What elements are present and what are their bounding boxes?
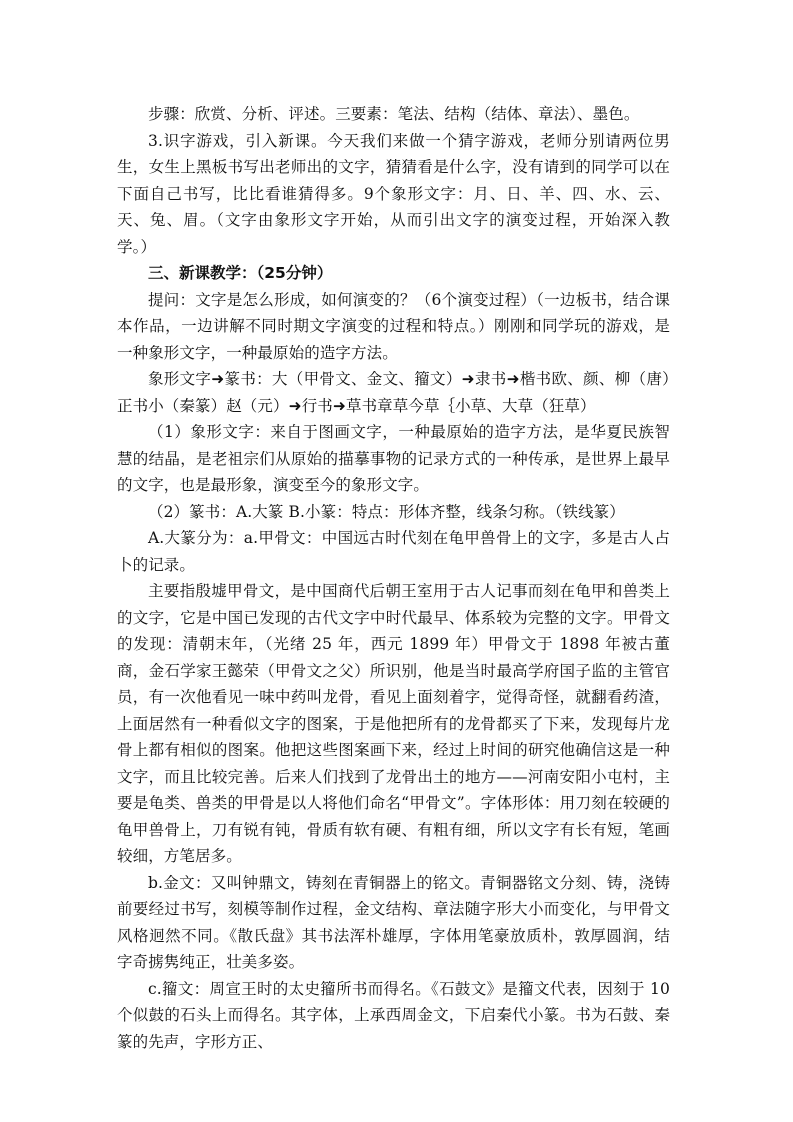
- section-heading-new-lesson: 三、新课教学：（25分钟）: [148, 264, 333, 282]
- document-body: [117, 101, 670, 1055]
- paragraph-great-seal: A.大篆分为：a.甲骨文：中国远古时代刻在龟甲兽骨上的文字，多是古人占卜的记录。: [117, 529, 670, 574]
- paragraph-word-game: 3.识字游戏，引入新课。今天我们来做一个猜字游戏，老师分别请两位男生，女生上黑板书写出老师出的文字，猜猜看是什么字，没有请到的同学可以在下面自己书写，比比看谁猜得多。9个象形文字：月、日、羊、四、水、云、天、兔、眉。（文字由象形文字开始，从而引出文字的演变过程，开始深入教学。）: [117, 131, 670, 256]
- paragraph-steps: 步骤：欣赏、分析、评述。三要素：笔法、结构（结体、章法）、墨色。: [148, 105, 640, 123]
- paragraph-pictographs: （1）象形文字：来自于图画文字，一种最原始的造字方法，是华夏民族智慧的结晶，是老祖宗们从原始的描摹事物的记录方式的一种传承，是世界上最早的文字，也是最形象，演变至今的象形文字。: [117, 423, 670, 494]
- paragraph-bronze-script: b.金文：又叫钟鼎文，铸刻在青铜器上的铭文。青铜器铭文分刻、铸，浇铸前要经过书写，刻模等制作过程，金文结构、章法随字形大小而变化，与甲骨文风格迥然不同。《散氏盘》其书法浑朴雄厚，字体用笔豪放质朴，敦厚圆润，结字奇掳隽纯正，壮美多姿。: [117, 873, 670, 971]
- paragraph-evolution-chain: 象形文字➜篆书：大（甲骨文、金文、籀文）➜隶书➜楷书欧、颜、柳（唐）正书小（秦篆）赵（元）➜行书➜草书章草今草｛小草、大草（狂草）: [117, 370, 670, 415]
- paragraph-question: 提问：文字是怎么形成，如何演变的？（6个演变过程）（一边板书，结合课本作品，一边讲解不同时期文字演变的过程和特点。）刚刚和同学玩的游戏，是一种象形文字，一种最原始的造字方法。: [117, 290, 670, 362]
- paragraph-zhou-script: c.籀文：周宣王时的太史籀所书而得名。《石鼓文》是籀文代表，因刻于 10 个似鼓的石头上而得名。其字体，上承西周金文，下启秦代小篆。书为石鼓、秦篆的先声，字形方正、: [117, 979, 670, 1051]
- paragraph-oracle-bone: 主要指殷墟甲骨文，是中国商代后朝王室用于古人记事而刻在龟甲和兽类上的文字，它是中国已发现的古代文字中时代最早、体系较为完整的文字。甲骨文的发现：清朝末年，（光绪 25 年，西元 1899 年）甲骨文于 1898 年被古董商，金石学家王懿荣（甲骨文之父）所识别，他是当时最高学府国子监的主管官员，有一次他看见一味中药叫龙骨，看见上面刻着字，觉得奇怪，就翻看药渣，上面居然有一种看似文字的图案，于是他把所有的龙骨都买了下来，发现每片龙骨上都有相似的图案。他把这些图案画下来，经过上时间的研究他确信这是一种文字，而且比较完善。后来人们找到了龙骨出土的地方——河南安阳小屯村，主要是龟类、兽类的甲骨是以人将他们命名“甲骨文”。字体形体：用刀刻在较硬的龟甲兽骨上，刀有锐有钝，骨质有软有硬、有粗有细，所以文字有长有短，笔画较细，方笔居多。: [117, 582, 670, 865]
- paragraph-seal-script: （2）篆书：A.大篆 B.小篆：特点：形体齐整，线条匀称。（铁线篆）: [148, 502, 625, 521]
